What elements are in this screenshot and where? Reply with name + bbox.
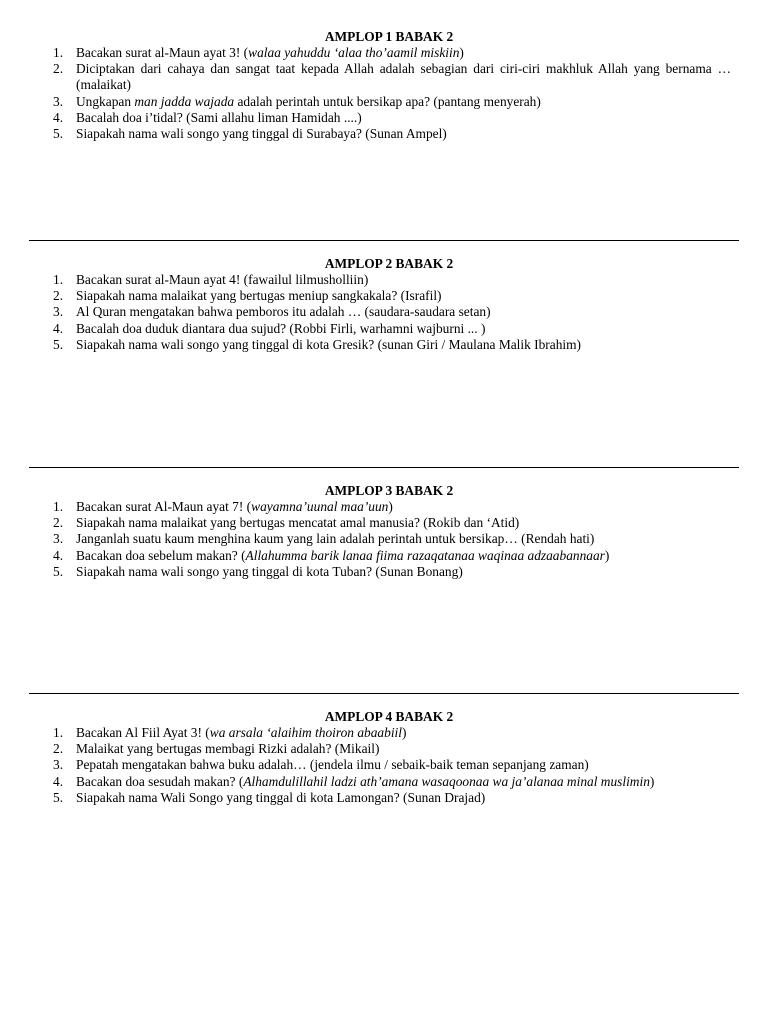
section-divider: [29, 693, 739, 694]
list-item: [47, 110, 731, 126]
section-divider: [29, 467, 739, 468]
question-text: Ungkapan: [76, 93, 135, 109]
item-number: 2.: [53, 741, 64, 757]
question-text: Janganlah suatu kaum menghina kaum yang lain adalah perintah untuk bersikap… (Rendah hati): [76, 531, 595, 547]
section-divider: [29, 240, 739, 241]
list-item: [47, 741, 731, 757]
question-text: Bacakan surat al-Maun ayat 3! (: [76, 45, 249, 60]
item-number: 5.: [53, 563, 64, 579]
list-item: [47, 272, 731, 288]
list-item: [47, 531, 731, 547]
item-number: 5.: [53, 336, 64, 352]
question-italic: man jadda wajada: [134, 93, 235, 109]
question-italic: Alhamdulillahil ladzi ath’amana wasaqoonaa wa ja’alanaa minal muslimin: [243, 773, 650, 789]
question-text-end: ): [604, 547, 610, 563]
item-number: 2.: [53, 515, 64, 531]
question-italic: wayamna’uunal maa’uun: [251, 499, 389, 514]
question-text-end: ): [401, 725, 407, 740]
question-text: Bacakan doa sebelum makan? (: [76, 547, 246, 563]
list-item: [47, 61, 731, 93]
section-amplop-1: [47, 29, 731, 142]
section-amplop-3: [47, 483, 731, 580]
list-item: [47, 548, 731, 564]
item-number: 2.: [53, 288, 64, 304]
list-item: [47, 774, 731, 790]
question-italic: Allahumma barik lanaa fiima razaqatanaa waqinaa adzaabannaar: [245, 547, 605, 563]
question-list: [47, 45, 731, 142]
question-text-end: ): [459, 45, 464, 60]
question-text: Siapakah nama wali songo yang tinggal di kota Tuban? (Sunan Bonang): [76, 563, 463, 579]
item-number: 3.: [53, 304, 64, 320]
question-text: Bacakan Al Fiil Ayat 3! (: [76, 725, 210, 740]
question-text: Siapakah nama malaikat yang bertugas meniup sangkakala? (Israfil): [76, 288, 442, 304]
question-text: Bacalah doa i’tidal? (Sami allahu liman Hamidah ....): [76, 109, 362, 125]
section-title: AMPLOP 4 BABAK 2: [324, 709, 454, 724]
question-text: Bacalah doa duduk diantara dua sujud? (Robbi Firli, warhamni wajburni ... ): [76, 320, 486, 336]
list-item: [47, 126, 731, 142]
item-number: 1.: [53, 499, 64, 514]
item-number: 4.: [53, 547, 64, 563]
section-title: AMPLOP 3 BABAK 2: [324, 483, 454, 498]
question-text: Siapakah nama wali songo yang tinggal di kota Gresik? (sunan Giri / Maulana Malik Ibrahim): [76, 336, 581, 352]
question-text-end: adalah perintah untuk bersikap apa? (pantang menyerah): [234, 93, 541, 109]
item-number: 1.: [53, 272, 64, 287]
question-list: [47, 272, 731, 353]
list-item: [47, 321, 731, 337]
list-item: [47, 725, 731, 741]
item-number: 5.: [53, 126, 64, 142]
question-italic: walaa yahuddu ‘alaa tho’aamil miskiin: [248, 45, 460, 60]
section-amplop-2: [47, 256, 731, 353]
list-item: [47, 564, 731, 580]
list-item: [47, 288, 731, 304]
question-text: Bacakan surat Al-Maun ayat 7! (: [76, 499, 252, 514]
list-item: [47, 757, 731, 773]
item-number: 4.: [53, 773, 64, 789]
question-text: Bacakan doa sesudah makan? (: [76, 773, 244, 789]
item-number: 5.: [53, 789, 64, 805]
list-item: [47, 790, 731, 806]
question-text: Siapakah nama malaikat yang bertugas mencatat amal manusia? (Rokib dan ‘Atid): [76, 515, 520, 531]
item-number: 2.: [53, 61, 64, 77]
list-item: [47, 499, 731, 515]
list-item: [47, 94, 731, 110]
list-item: [47, 304, 731, 320]
item-number: 1.: [53, 725, 64, 740]
question-text-end: ): [388, 499, 393, 514]
question-list: [47, 499, 731, 580]
question-text: Pepatah mengatakan bahwa buku adalah… (jendela ilmu / sebaik-baik teman sepanjang zaman): [76, 757, 589, 773]
question-text: Diciptakan dari cahaya dan sangat taat kepada Allah adalah sebagian dari ciri-ciri makhluk Allah yang bernama … (malaikat): [76, 61, 731, 93]
item-number: 3.: [53, 757, 64, 773]
list-item: [47, 515, 731, 531]
section-amplop-4: [47, 709, 731, 806]
section-title: AMPLOP 2 BABAK 2: [324, 256, 454, 271]
question-text: Al Quran mengatakan bahwa pemboros itu adalah … (saudara-saudara setan): [76, 304, 491, 320]
section-title: AMPLOP 1 BABAK 2: [324, 29, 454, 44]
question-text: Siapakah nama wali songo yang tinggal di Surabaya? (Sunan Ampel): [76, 126, 447, 142]
item-number: 4.: [53, 109, 64, 125]
list-item: [47, 45, 731, 61]
question-text-end: ): [649, 773, 655, 789]
item-number: 1.: [53, 45, 64, 60]
list-item: [47, 337, 731, 353]
question-list: [47, 725, 731, 806]
item-number: 3.: [53, 531, 64, 547]
question-text: Bacakan surat al-Maun ayat 4! (fawailul lilmusholliin): [76, 272, 369, 287]
question-italic: wa arsala ‘alaihim thoiron abaabiil: [209, 725, 402, 740]
question-text: Malaikat yang bertugas membagi Rizki adalah? (Mikail): [76, 741, 380, 757]
item-number: 4.: [53, 320, 64, 336]
item-number: 3.: [53, 93, 64, 109]
question-text: Siapakah nama Wali Songo yang tinggal di kota Lamongan? (Sunan Drajad): [76, 789, 486, 805]
